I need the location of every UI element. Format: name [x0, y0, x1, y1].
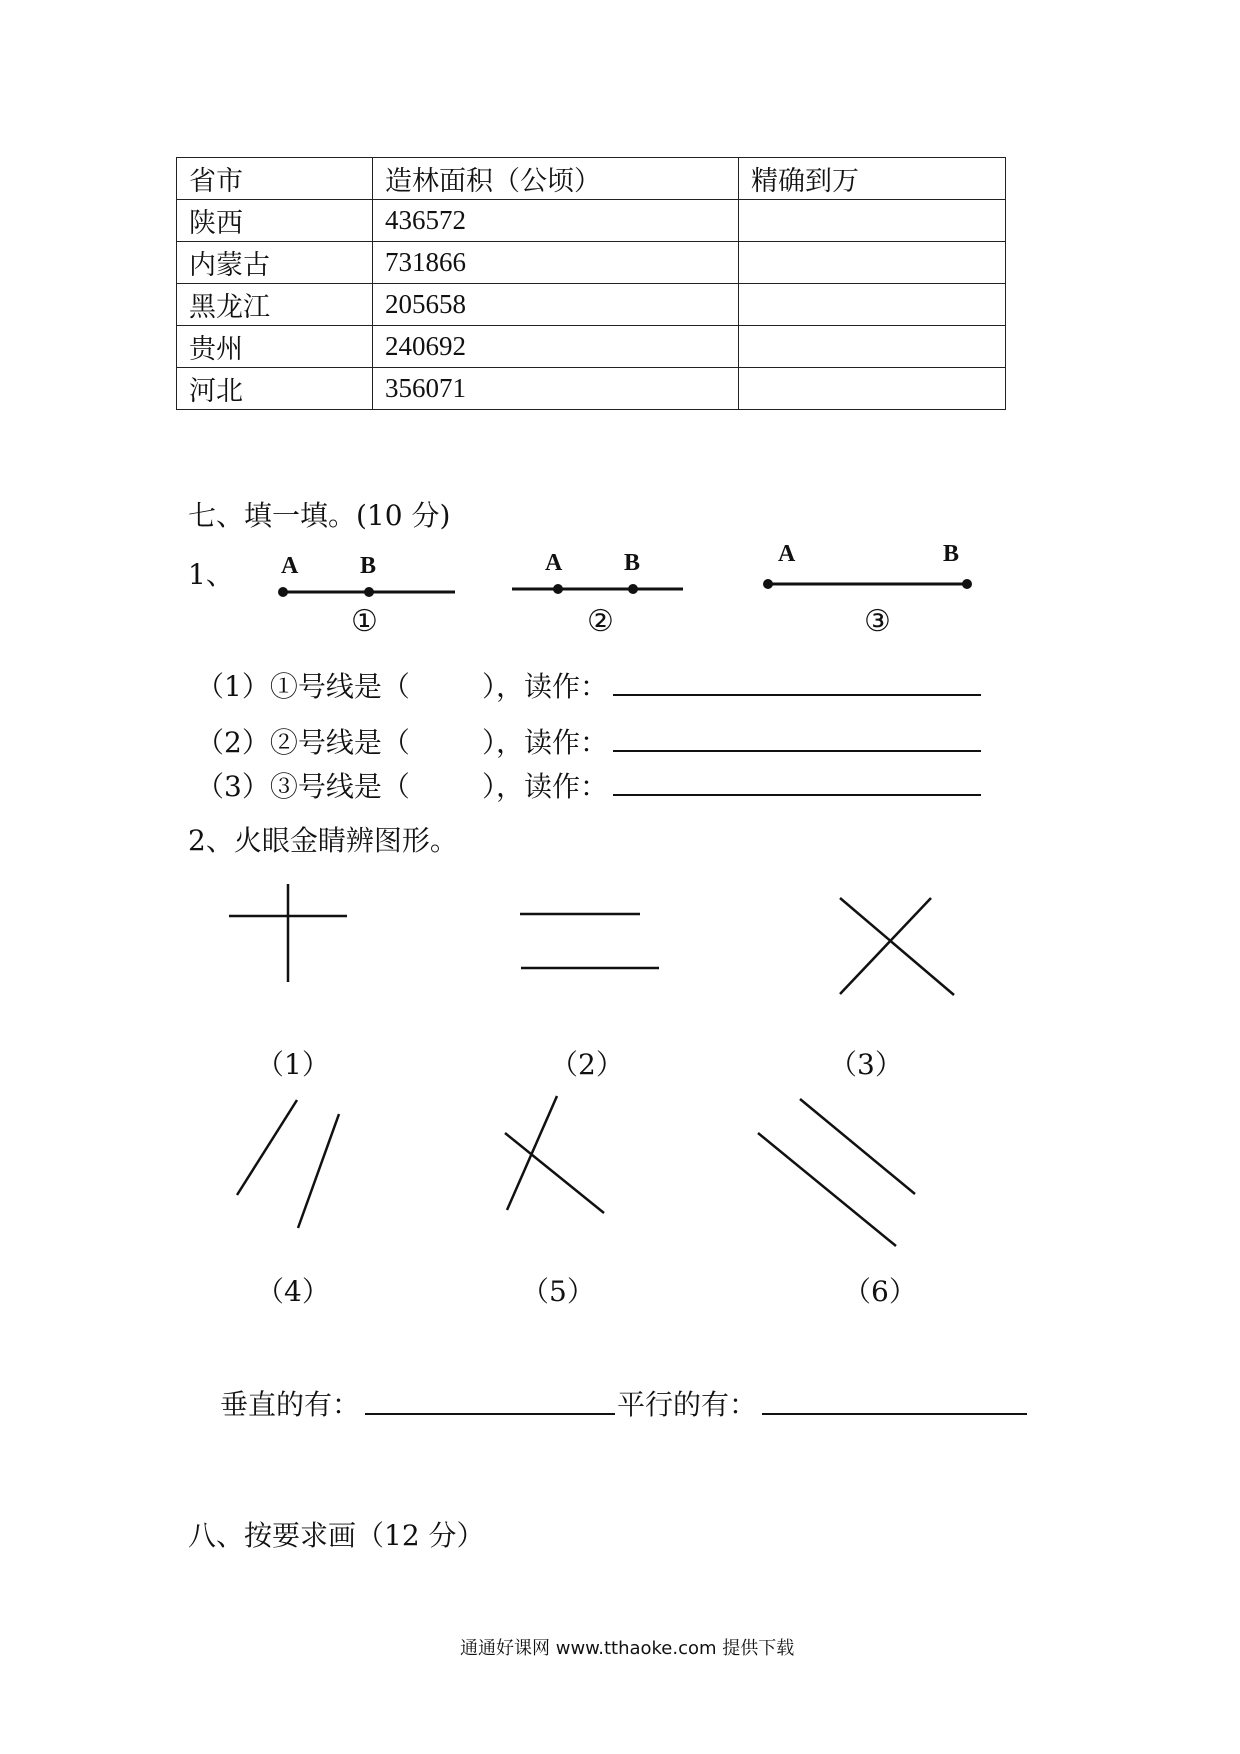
figure-label-5: （5）: [521, 1275, 595, 1308]
figure-3-x-cross: [840, 898, 954, 995]
table-header-cell: 精确到万: [739, 158, 1006, 200]
figure-4-slanted-lines: [237, 1100, 339, 1228]
area-cell: 205658: [373, 284, 739, 326]
province-cell: 河北: [177, 368, 373, 410]
figure-6-diagonal-parallel: [758, 1099, 915, 1246]
sub-question-3-prefix: （3）③号线是（: [196, 770, 410, 803]
figure-label-6: （6）: [843, 1275, 917, 1308]
point-b-dot: [364, 587, 374, 597]
province-cell: 内蒙古: [177, 242, 373, 284]
figure-5-crossing-lines: [505, 1096, 604, 1213]
figure-label-2: （2）: [550, 1048, 624, 1081]
table-header-cell: 省市: [177, 158, 373, 200]
sub-question-1-suffix: ），读作：: [482, 670, 609, 703]
figure-number-1: ①: [351, 604, 378, 639]
figure-1-perpendicular: [229, 884, 347, 982]
parallel-answer-blank[interactable]: [762, 1413, 1027, 1415]
province-cell: 陕西: [177, 200, 373, 242]
point-a-dot: [763, 579, 773, 589]
area-cell: 731866: [373, 242, 739, 284]
fig1-point-b-label: B: [360, 553, 377, 579]
question-2-title: 2、火眼金睛辨图形。: [188, 824, 458, 857]
sub-question-2-prefix: （2）②号线是（: [196, 726, 410, 759]
figure-ray: [278, 587, 455, 597]
point-a-dot: [278, 587, 288, 597]
area-cell: 240692: [373, 326, 739, 368]
point-a-dot: [553, 584, 563, 594]
figure-label-3: （3）: [829, 1048, 903, 1081]
figure-label-4: （4）: [256, 1275, 330, 1308]
sub-question-1-prefix: （1）①号线是（: [196, 670, 410, 703]
answer-blank-2[interactable]: [613, 750, 981, 752]
section-8-title: 八、按要求画（12 分）: [188, 1519, 485, 1552]
point-b-dot: [962, 579, 972, 589]
point-b-dot: [628, 584, 638, 594]
fig3-point-a-label: A: [778, 541, 796, 567]
sub-question-2-suffix: ），读作：: [482, 726, 609, 759]
fig2-point-a-label: A: [545, 550, 563, 576]
sub-question-3-suffix: ），读作：: [482, 770, 609, 803]
answer-blank-1[interactable]: [613, 694, 981, 696]
parallel-label: 平行的有：: [617, 1388, 758, 1421]
answer-blank-3[interactable]: [613, 794, 981, 796]
figure-label-1: （1）: [256, 1048, 330, 1081]
figure-line: [512, 584, 683, 594]
figure-segment: [763, 579, 972, 589]
perpendicular-answer-blank[interactable]: [365, 1413, 615, 1415]
province-cell: 贵州: [177, 326, 373, 368]
fig1-point-a-label: A: [281, 553, 299, 579]
fig2-point-b-label: B: [624, 550, 641, 576]
perpendicular-label: 垂直的有：: [220, 1388, 361, 1421]
figure-2-parallel: [520, 914, 659, 968]
figure-number-3: ③: [864, 604, 891, 639]
area-cell: 356071: [373, 368, 739, 410]
figure-number-2: ②: [587, 604, 614, 639]
question-1-number: 1、: [188, 558, 234, 591]
footer-text: 通通好课网 www.tthaoke.com 提供下载: [460, 1638, 795, 1659]
province-cell: 黑龙江: [177, 284, 373, 326]
section-7-title: 七、填一填。(10 分): [188, 499, 451, 532]
fig3-point-b-label: B: [943, 541, 960, 567]
table-header-cell: 造林面积（公顷）: [373, 158, 739, 200]
area-cell: 436572: [373, 200, 739, 242]
